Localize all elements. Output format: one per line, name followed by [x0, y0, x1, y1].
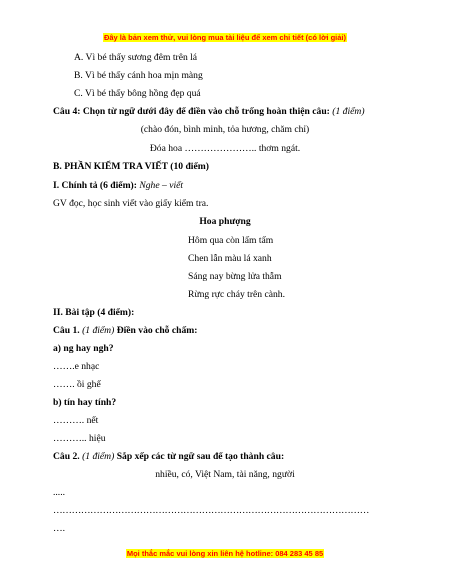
- section-2-heading: II. Bài tập (4 điểm):: [53, 307, 135, 318]
- question-4-points: (1 điểm): [332, 106, 365, 117]
- question-4-word-bank: (chào đón, bình minh, tỏa hương, chăm chỉ): [140, 124, 310, 135]
- poem-line: Rừng rực cháy trên cành.: [188, 289, 285, 300]
- question-2-label: Câu 2.: [53, 451, 80, 462]
- question-2: [53, 451, 284, 463]
- question-1a-item: …….e nhạc: [53, 361, 100, 372]
- question-1: [53, 325, 197, 337]
- question-1-prompt: Điền vào chỗ chấm:: [116, 325, 198, 336]
- section-1-mode: Nghe – viết: [139, 180, 184, 191]
- part-b-heading: B. PHẦN KIỂM TRA VIẾT (10 điểm): [53, 161, 209, 172]
- hotline-banner: [0, 543, 450, 561]
- answer-dots: .....: [53, 487, 65, 498]
- question-1-label: Câu 1.: [53, 325, 80, 336]
- question-1-points: (1 điểm): [82, 325, 115, 336]
- question-4: [53, 106, 365, 118]
- option-c: C. Vì bé thấy bông hồng đẹp quá: [74, 88, 201, 99]
- section-1-title: I. Chính tả (6 điểm):: [53, 180, 137, 191]
- question-2-points: (1 điểm): [82, 451, 115, 462]
- question-1b-title: b) tín hay tính?: [53, 397, 117, 408]
- option-b: B. Vì bé thấy cánh hoa mịn màng: [74, 70, 203, 81]
- question-4-prompt: Câu 4: Chọn từ ngữ dưới đây để điền vào chỗ trống hoàn thiện câu:: [53, 106, 330, 117]
- answer-dots-end: ….: [53, 523, 65, 534]
- hotline-banner-text: Mọi thắc mắc vui lòng xin liên hệ hotline: 084 283 45 85: [126, 549, 324, 558]
- question-1a-item: ……. ồi ghế: [53, 379, 101, 390]
- question-1b-item: ………. nết: [53, 415, 99, 426]
- question-1a-title: a) ng hay ngh?: [53, 343, 114, 354]
- poem-title: Hoa phượng: [199, 216, 251, 227]
- answer-dots-line: …………………………………………………………………………………………: [53, 505, 369, 516]
- question-2-words: nhiều, có, Việt Nam, tài năng, người: [155, 469, 295, 480]
- section-1-heading: [53, 180, 183, 192]
- preview-banner-text: Đây là bản xem thử, vui lòng mua tài liệu để xem chi tiết (có lời giải): [103, 33, 347, 42]
- option-a: A. Vì bé thấy sương đêm trên lá: [74, 52, 198, 63]
- section-1-instruction: GV đọc, học sinh viết vào giấy kiểm tra.: [53, 198, 209, 209]
- preview-banner: [0, 27, 450, 45]
- poem-line: Hôm qua còn lấm tấm: [188, 235, 274, 246]
- question-2-prompt: Sắp xếp các từ ngữ sau để tạo thành câu:: [116, 451, 285, 462]
- question-1b-item: ……….. hiệu: [53, 433, 106, 444]
- poem-line: Chen lẫn màu lá xanh: [188, 253, 272, 264]
- poem-line: Sáng nay bừng lửa thẫm: [188, 271, 282, 282]
- question-4-sentence: Đóa hoa ………………….. thơm ngát.: [149, 143, 301, 154]
